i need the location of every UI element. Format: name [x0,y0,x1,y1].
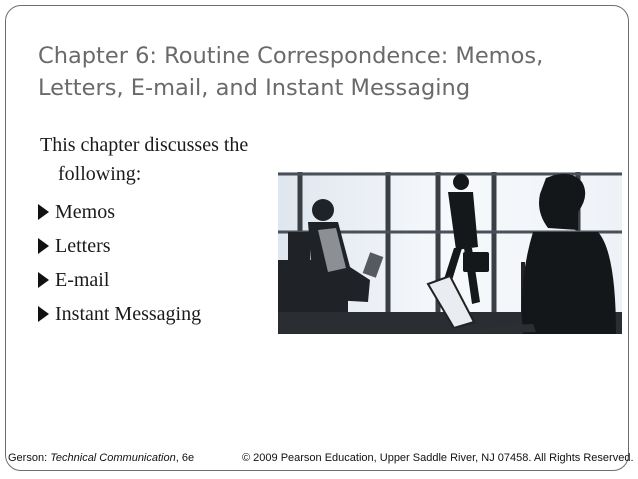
footer-copyright: © 2009 Pearson Education, Upper Saddle River, NJ 07458. All Rights Reserved. [242,452,634,464]
bullet-item-email [38,263,290,297]
bullet-item-memos [38,195,290,229]
bullet-item-letters [38,229,290,263]
intro-line-1: This chapter discusses the [40,134,249,156]
footer-citation [8,452,194,464]
triangle-bullet-icon [38,238,49,254]
triangle-bullet-icon [38,204,49,220]
bullet-item-instant-messaging [38,297,290,331]
slide-title-line-1: Chapter 6: Routine Correspondence: Memos, [38,43,544,69]
bullet-label: Instant Messaging [55,302,202,325]
office-photo-illustration [278,172,622,334]
footer-book-title: Technical Communication [50,452,176,464]
office-workers-photo [278,172,622,334]
intro-line-2: following: [58,163,142,185]
bullet-label: E-mail [55,268,110,291]
footer-edition: , 6e [175,452,195,464]
bullet-list [40,195,290,331]
slide-title-line-2: Letters, E-mail, and Instant Messaging [38,75,471,101]
slide-title [38,40,618,104]
footer-author: Gerson: [8,452,51,464]
triangle-bullet-icon [38,272,49,288]
bullet-label: Memos [55,200,115,223]
intro-text [40,131,290,189]
slide-body [40,131,290,331]
bullet-label: Letters [55,234,111,257]
triangle-bullet-icon [38,306,49,322]
